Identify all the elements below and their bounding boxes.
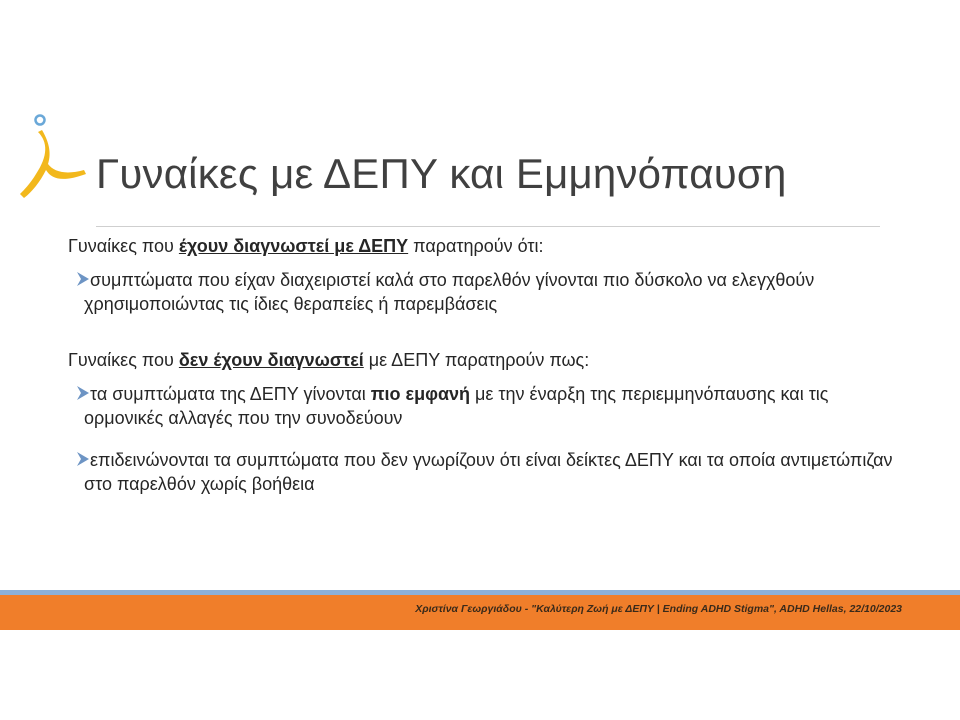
section2-bullet-1-end: με την έναρξη της περιεμμηνόπαυσης και τις ορμονικές αλλαγές που την συνοδεύουν — [84, 384, 829, 428]
section2-lead-text: Γυναίκες που — [68, 350, 179, 370]
arrow-bullet-icon — [76, 270, 90, 288]
section1-bullet-1 — [68, 268, 898, 316]
section1-lead — [68, 234, 898, 258]
section2-bullet-2 — [68, 448, 898, 496]
section1-bullet-1-text: συμπτώματα που είχαν διαχειριστεί καλά στο παρελθόν γίνονται πιο δύσκολο να ελεγχθούν χρησιμοποιώντας τις ίδιες θεραπείες ή παρεμβάσεις — [84, 270, 815, 314]
section2-bullet-1-bold: πιο εμφανή — [370, 384, 471, 404]
section2-bullet-1-text: τα συμπτώματα της ΔΕΠΥ γίνονται — [90, 384, 371, 404]
section1-lead-end: παρατηρούν ότι: — [408, 236, 544, 256]
title-divider — [96, 226, 880, 227]
section2-bullet-2-text: επιδεινώνονται τα συμπτώματα που δεν γνωρίζουν ότι είναι δείκτες ΔΕΠΥ και τα οποία αντιμετώπιζαν στο παρελθόν χωρίς βοήθεια — [84, 450, 893, 494]
slide-title: Γυναίκες με ΔΕΠΥ και Εμμηνόπαυση — [96, 150, 787, 197]
awareness-ribbon-person-icon — [18, 112, 96, 204]
slide-content — [68, 234, 898, 496]
section2-lead-emphasis: δεν έχουν διαγνωστεί — [178, 350, 364, 370]
footer-credit: Χριστίνα Γεωργιάδου - "Καλύτερη Ζωή με ΔΕΠΥ | Ending ADHD Stigma", ADHD Hellas, 22/10/2023 — [415, 603, 902, 615]
section2-bullet-1 — [68, 382, 898, 430]
section2-lead-end: με ΔΕΠΥ παρατηρούν πως: — [363, 350, 590, 370]
section1-lead-emphasis: έχουν διαγνωστεί με ΔΕΠΥ — [178, 236, 409, 256]
section1-lead-text: Γυναίκες που — [68, 236, 179, 256]
section2-lead — [68, 348, 898, 372]
arrow-bullet-icon — [76, 450, 90, 468]
arrow-bullet-icon — [76, 384, 90, 402]
